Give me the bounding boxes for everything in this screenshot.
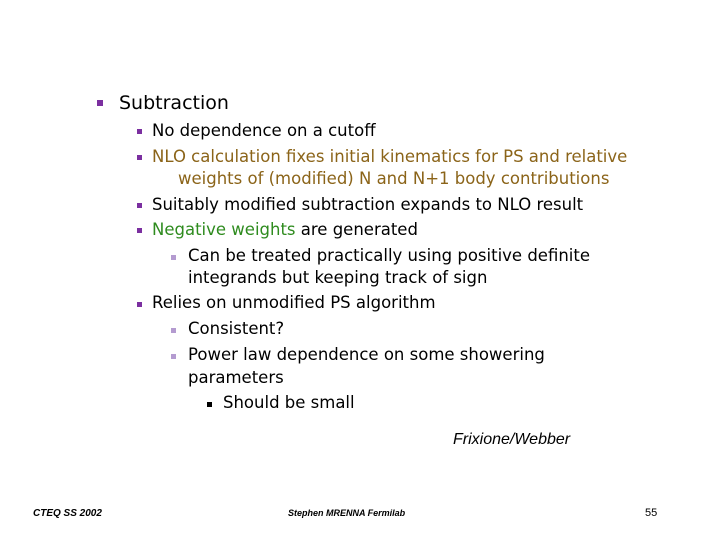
item-power-law-line2: parameters	[188, 368, 284, 387]
item-power-law-line1: Power law dependence on some showering	[188, 345, 545, 364]
bullet-level3	[171, 354, 176, 359]
item-nlo-calculation-line1: NLO calculation fixes initial kinematics for PS and relative	[152, 147, 628, 166]
item-suitably-modified: Suitably modified subtraction expands to NLO result	[152, 195, 584, 214]
item-consistent: Consistent?	[188, 319, 285, 338]
item-negative-weights	[152, 220, 418, 239]
bullet-level3	[171, 328, 176, 333]
footer-center: Stephen MRENNA Fermilab	[288, 508, 406, 518]
negative-weights-highlight: Negative weights	[152, 220, 296, 239]
item-can-be-treated-line2: integrands but keeping track of sign	[188, 268, 488, 287]
item-no-cutoff: No dependence on a cutoff	[152, 121, 376, 140]
bullet-level2	[137, 302, 142, 307]
bullet-level3	[171, 255, 176, 260]
page-number: 55	[645, 507, 658, 519]
bullet-level4	[207, 402, 212, 407]
negative-weights-rest: are generated	[295, 220, 418, 239]
bullet-level2	[137, 129, 142, 134]
item-should-be-small: Should be small	[223, 393, 355, 412]
footer-left: CTEQ SS 2002	[33, 508, 102, 519]
bullet-level2	[137, 228, 142, 233]
item-can-be-treated-line1: Can be treated practically using positive definite	[188, 246, 591, 265]
heading-subtraction: Subtraction	[119, 92, 229, 114]
item-nlo-calculation-line2: weights of (modified) N and N+1 body contributions	[178, 169, 610, 188]
bullet-level1	[97, 100, 103, 106]
bullet-level2	[137, 203, 142, 208]
bullet-level2	[137, 155, 142, 160]
item-relies-on: Relies on unmodified PS algorithm	[152, 293, 436, 312]
attribution: Frixione/Webber	[453, 431, 571, 448]
